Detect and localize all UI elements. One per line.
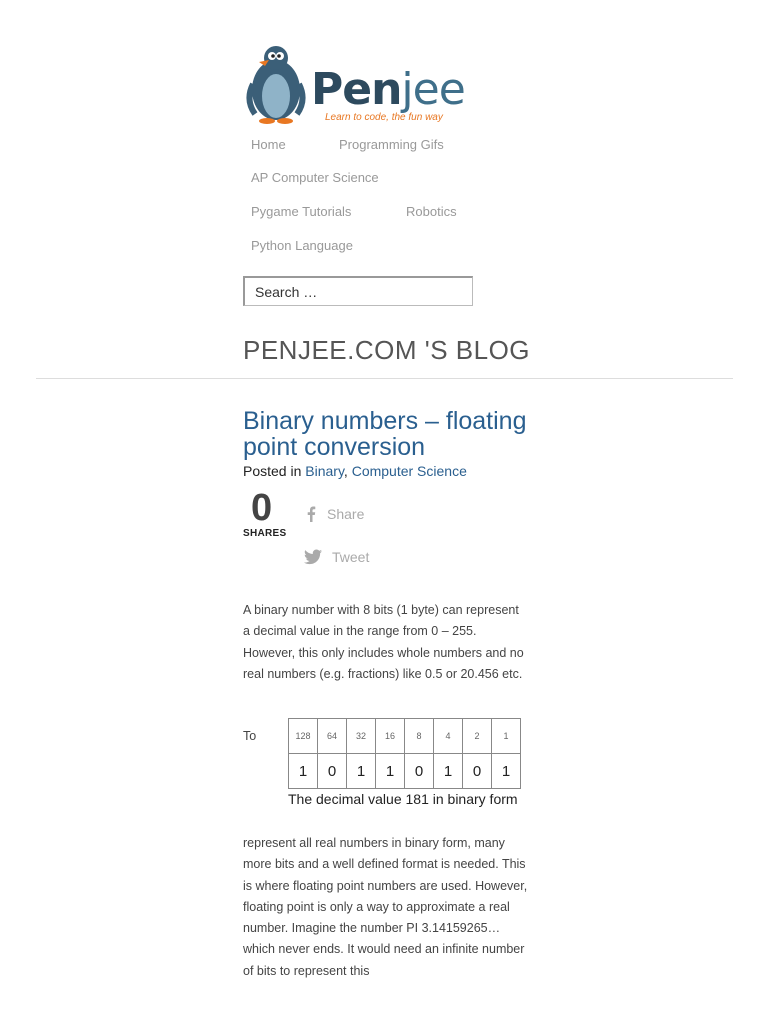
twitter-icon (304, 549, 322, 565)
binary-table (288, 718, 521, 789)
post-meta (243, 463, 467, 479)
logo-main-text: Pen (311, 64, 402, 115)
nav-python-language[interactable]: Python Language (251, 238, 353, 253)
search-box (243, 276, 473, 306)
category-separator: , (343, 463, 348, 479)
bit-cell: 0 (463, 754, 492, 789)
share-count-label: SHARES (243, 528, 287, 539)
place-value-cell: 16 (376, 719, 405, 754)
logo-tagline: Learn to code, the fun way (325, 112, 443, 123)
place-value-cell: 32 (347, 719, 376, 754)
bit-cell: 0 (318, 754, 347, 789)
nav-programming-gifs[interactable]: Programming Gifs (339, 137, 444, 152)
place-value-cell: 1 (492, 719, 521, 754)
nav-pygame-tutorials[interactable]: Pygame Tutorials (251, 204, 352, 219)
place-values-row (289, 719, 521, 754)
post-paragraph-2: represent all real numbers in binary form, many more bits and a well defined format is needed. This is where floating point numbers are used. However, floating point is only a way to approximate a real number. Imagine the number PI 3.14159265… which never ends. It would need an infinite number of bits to represent this (243, 836, 528, 978)
category-link-computer-science[interactable]: Computer Science (351, 463, 467, 479)
post-paragraph-1: A binary number with 8 bits (1 byte) can represent a decimal value in the range from 0 – 255. However, this only includes whole numbers and no real numbers (e.g. fractions) like 0.5 or 20.456 etc. (243, 603, 524, 681)
place-value-cell: 128 (289, 719, 318, 754)
share-count: 0 (251, 487, 273, 529)
place-value-cell: 8 (405, 719, 434, 754)
nav-home[interactable]: Home (251, 137, 286, 152)
header-divider (36, 378, 733, 379)
table-caption: The decimal value 181 in binary form (288, 791, 518, 807)
bit-cell: 1 (289, 754, 318, 789)
bit-cell: 1 (434, 754, 463, 789)
post-title[interactable]: Binary numbers – floating point conversion (243, 407, 527, 461)
place-value-cell: 4 (434, 719, 463, 754)
facebook-icon (305, 506, 317, 522)
penguin-icon (243, 44, 309, 124)
bits-row (289, 754, 521, 789)
logo-wordmark (311, 66, 465, 114)
logo-accent-text: jee (401, 64, 465, 115)
nav-ap-computer-science[interactable]: AP Computer Science (251, 170, 379, 185)
category-link-binary[interactable]: Binary (305, 463, 344, 479)
bit-cell: 1 (492, 754, 521, 789)
site-logo[interactable] (243, 42, 475, 126)
blog-title: PENJEE.COM 'S BLOG (243, 335, 531, 365)
tweet-label: Tweet (332, 549, 370, 565)
posted-in-label: Posted in (243, 463, 302, 479)
bit-cell: 1 (347, 754, 376, 789)
bit-cell: 0 (405, 754, 434, 789)
bit-cell: 1 (376, 754, 405, 789)
place-value-cell: 64 (318, 719, 347, 754)
place-value-cell: 2 (463, 719, 492, 754)
share-twitter-button[interactable] (304, 549, 369, 565)
search-input[interactable] (245, 278, 472, 305)
share-label: Share (327, 506, 365, 522)
share-facebook-button[interactable] (305, 506, 364, 522)
inline-text-to: To (243, 729, 257, 743)
nav-robotics[interactable]: Robotics (406, 204, 457, 219)
